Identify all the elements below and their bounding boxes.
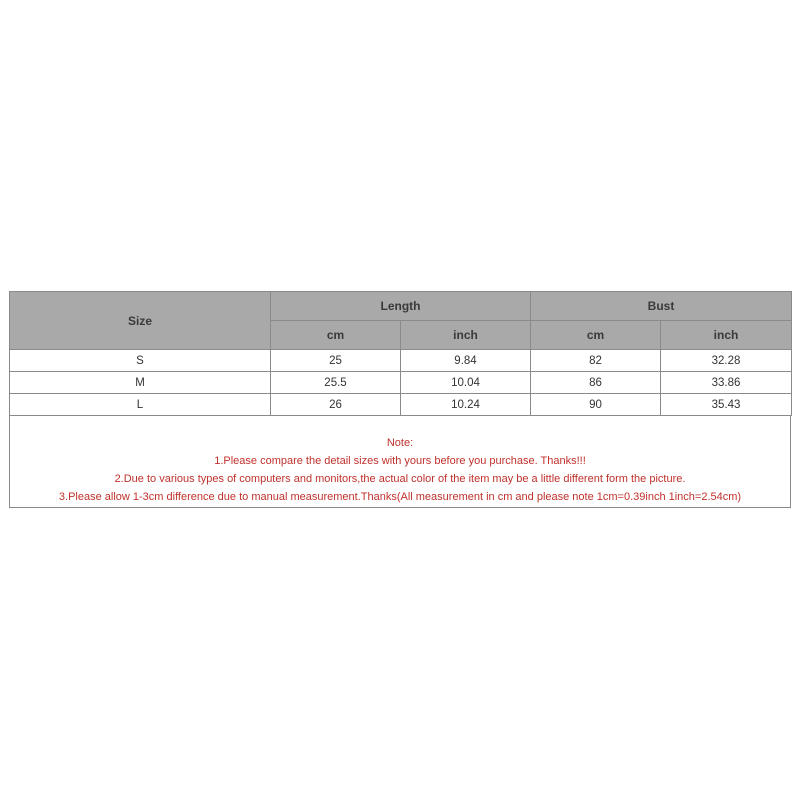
- note-line-3: 3.Please allow 1-3cm difference due to manual measurement.Thanks(All measurement in cm and please note 1cm=0.39inch 1inch=2.54cm): [58, 491, 742, 503]
- bust-cm-cell: 90: [531, 394, 661, 416]
- table-row: [10, 372, 792, 394]
- size-chart: [9, 291, 791, 508]
- bust-group-header: Bust: [531, 292, 792, 321]
- size-column-header: Size: [10, 292, 271, 350]
- bust-cm-header: cm: [531, 321, 661, 350]
- bust-cm-cell: 86: [531, 372, 661, 394]
- note-line-1: 1.Please compare the detail sizes with yours before you purchase. Thanks!!!: [214, 455, 586, 467]
- table-row: [10, 350, 792, 372]
- length-cm-cell: 25.5: [271, 372, 401, 394]
- bust-inch-cell: 33.86: [661, 372, 792, 394]
- size-cell: S: [10, 350, 271, 372]
- note-box: [9, 416, 791, 508]
- bust-inch-cell: 32.28: [661, 350, 792, 372]
- length-inch-header: inch: [401, 321, 531, 350]
- bust-inch-cell: 35.43: [661, 394, 792, 416]
- length-group-header: Length: [271, 292, 531, 321]
- length-cm-cell: 26: [271, 394, 401, 416]
- length-cm-header: cm: [271, 321, 401, 350]
- size-cell: L: [10, 394, 271, 416]
- length-inch-cell: 9.84: [401, 350, 531, 372]
- size-table: [9, 291, 792, 416]
- note-line-2: 2.Due to various types of computers and monitors,the actual color of the item may be a little different form the picture.: [114, 473, 686, 485]
- bust-cm-cell: 82: [531, 350, 661, 372]
- bust-inch-header: inch: [661, 321, 792, 350]
- note-title: Note:: [386, 437, 414, 449]
- length-cm-cell: 25: [271, 350, 401, 372]
- size-cell: M: [10, 372, 271, 394]
- length-inch-cell: 10.04: [401, 372, 531, 394]
- table-row: [10, 394, 792, 416]
- table-header-row: [10, 292, 792, 321]
- length-inch-cell: 10.24: [401, 394, 531, 416]
